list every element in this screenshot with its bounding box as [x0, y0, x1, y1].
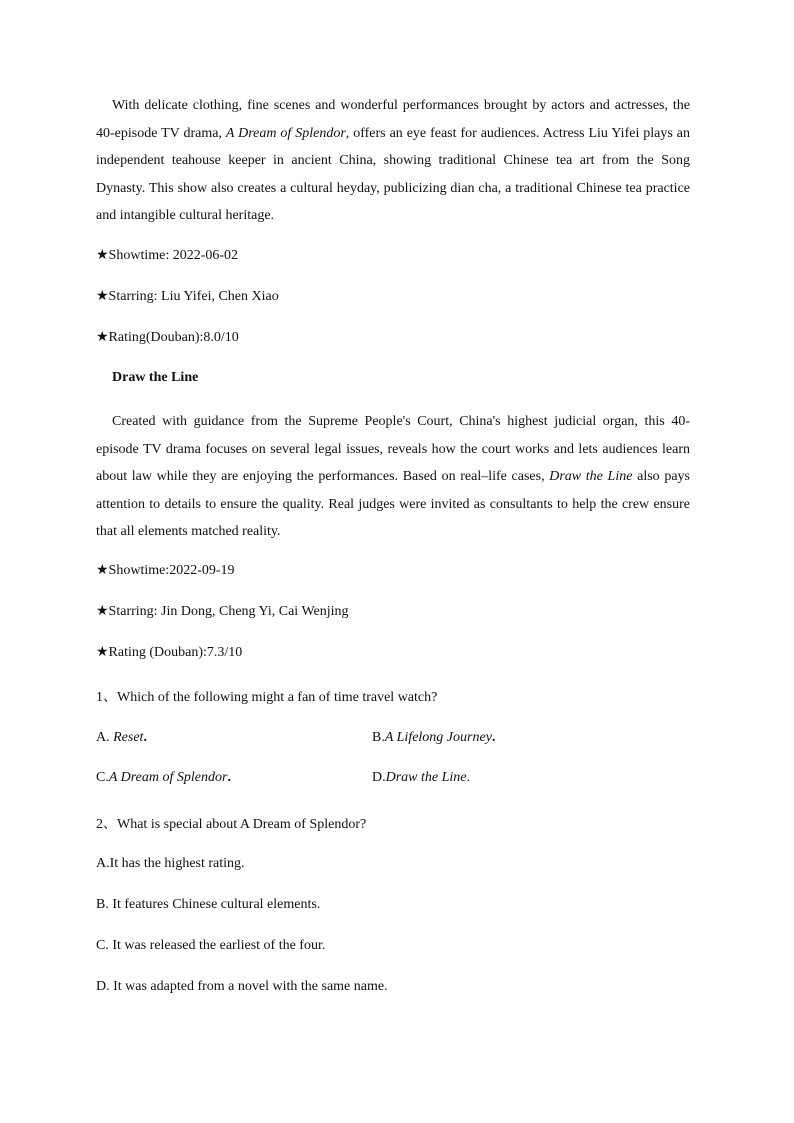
drawline-rating: ★Rating (Douban):7.3/10 — [96, 645, 243, 660]
q2-option-a: A.It has the highest rating. — [96, 856, 245, 871]
splendor-showtime: ★Showtime: 2022-06-02 — [96, 248, 239, 263]
splendor-rating: ★Rating(Douban):8.0/10 — [96, 330, 239, 345]
question-2: 2、What is special about A Dream of Splendor? — [96, 817, 367, 832]
q1-option-a: A. Reset. — [96, 730, 147, 745]
drawline-description: Created with guidance from the Supreme People's Court, China's highest judicial organ, this 40-episode TV drama focuses on several legal issues, reveals how the court works and lets audiences learn about law while they are enjoying the performances. Based on real–life cases, Draw the Line also pays attention to details to ensure the quality. Real judges were invited as consultants to help the crew ensure that all elements matched reality. — [96, 414, 690, 539]
question-1: 1、Which of the following might a fan of time travel watch? — [96, 690, 438, 705]
drawline-starring: ★Starring: Jin Dong, Cheng Yi, Cai Wenjing — [96, 604, 349, 619]
splendor-title-italic: A Dream of Splendor — [225, 125, 346, 141]
drawline-paragraph — [96, 408, 690, 546]
q2-option-b: B. It features Chinese cultural elements. — [96, 897, 321, 912]
q1-option-c: C.A Dream of Splendor. — [96, 770, 231, 785]
q2-option-c: C. It was released the earliest of the four. — [96, 938, 326, 953]
q1-option-b: B.A Lifelong Journey. — [372, 730, 496, 745]
splendor-starring: ★Starring: Liu Yifei, Chen Xiao — [96, 289, 279, 304]
drawline-title-italic: Draw the Line — [549, 469, 633, 484]
q2-option-d: D. It was adapted from a novel with the same name. — [96, 979, 388, 994]
drawline-showtime: ★Showtime:2022-09-19 — [96, 563, 235, 578]
q1-option-d: D.Draw the Line. — [372, 770, 471, 785]
drawline-heading: Draw the Line — [112, 370, 199, 385]
splendor-paragraph — [96, 92, 690, 230]
splendor-description: With delicate clothing, fine scenes and wonderful performances brought by actors and actresses, the 40-episode TV drama, A Dream of Splendor, offers an eye feast for audiences. Actress Liu Yifei plays an independent teahouse keeper in ancient China, showing traditional Chinese tea art from the Song Dynasty. This show also creates a cultural heyday, publicizing dian cha, a traditional Chinese tea practice and intangible cultural heritage. — [96, 98, 690, 223]
